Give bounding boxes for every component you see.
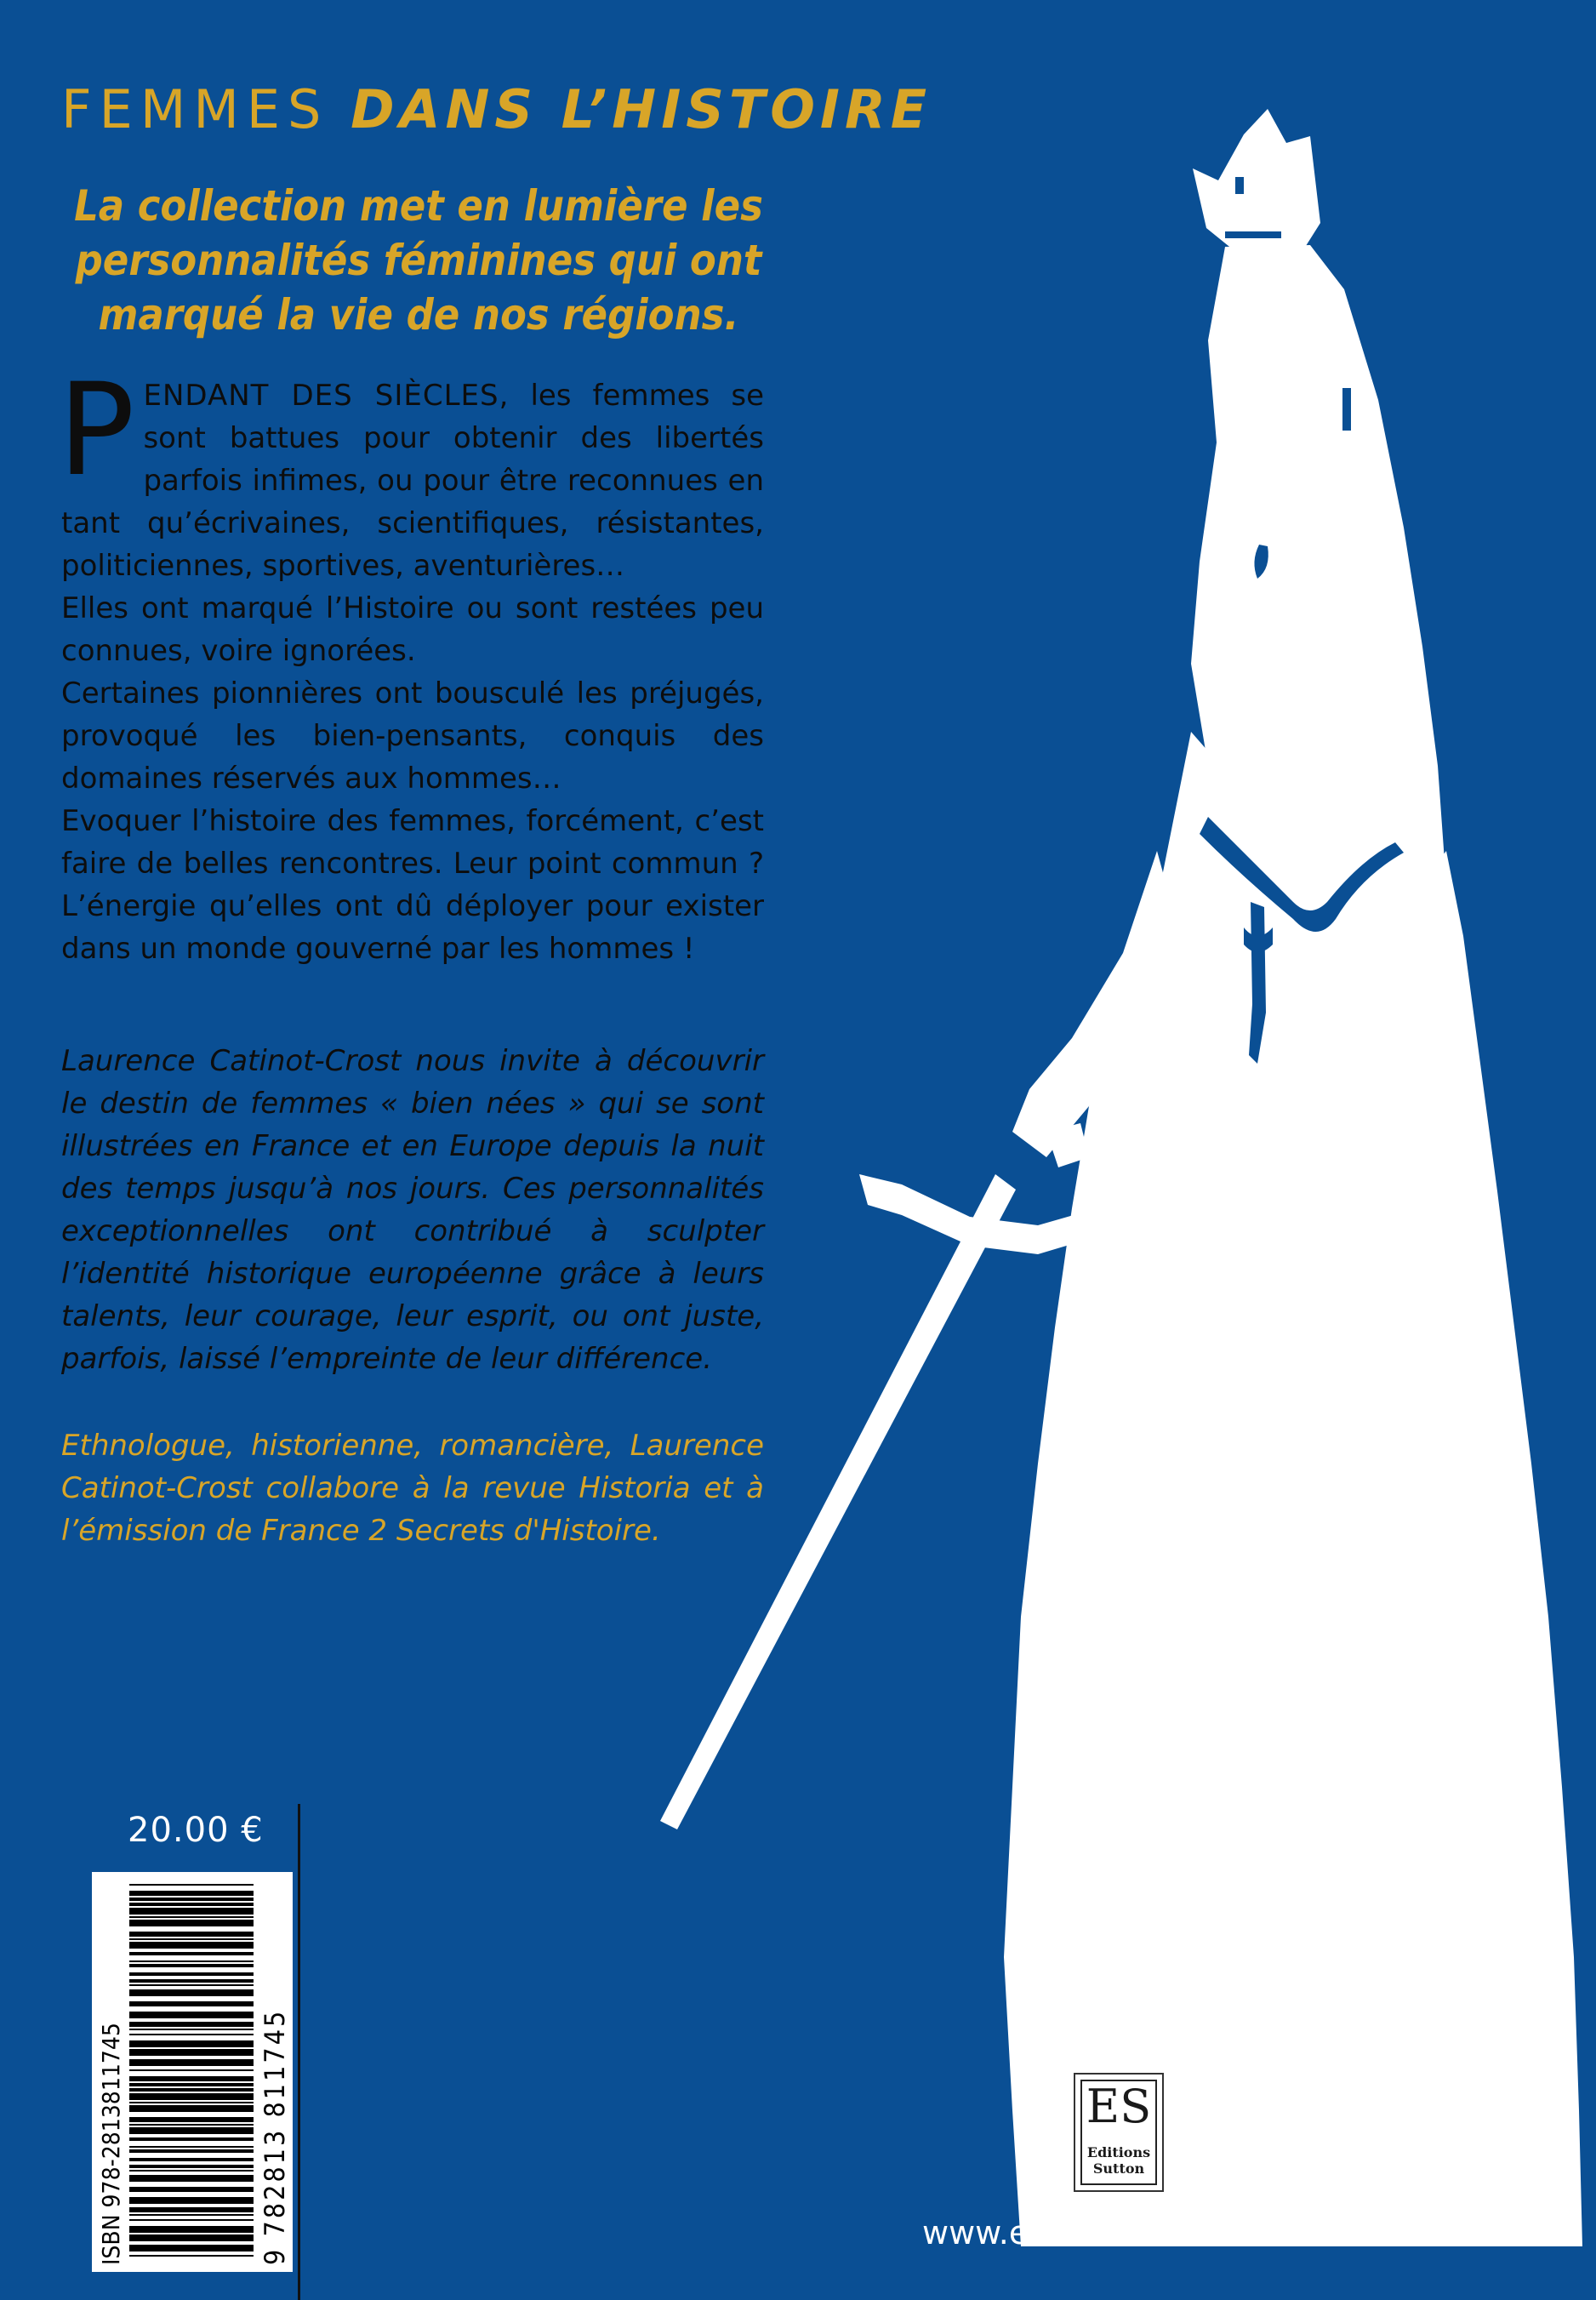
barcode-bar [129,1908,254,1915]
barcode-bar [129,1989,254,1996]
publisher-website: www.editions-sutton.com [922,2214,1331,2251]
barcode-bar [129,1884,254,1886]
logo-line-2: Sutton [1092,2160,1145,2177]
price-label: 20.00 € [128,1811,264,1850]
isbn-digits: 9 782813 811745 [259,2008,291,2265]
barcode-bar [129,2137,254,2141]
barcode-bar [129,2012,254,2018]
small-caps-lead: ENDANT DES SIÈCLES, [143,379,510,413]
barcode-bar [129,2117,254,2122]
paragraph-4: Evoquer l’histoire des femmes, forcément, c’est faire de belles rencontres. Leur point commun ? L’énergie qu’elles ont dû déployer pour exister dans un monde gouverné par les hommes ! [61,804,764,966]
barcode-bar [129,2124,254,2126]
barcode-bar [129,2049,254,2056]
divider-line [298,1804,300,2300]
logo-line-1: Editions [1086,2144,1151,2160]
barcode-bar [129,2165,254,2168]
barcode-bar [129,1898,254,1901]
barcode-bar [129,1960,254,1962]
barcode-bar [129,2255,254,2257]
series-title-light: FEMMES [61,78,329,140]
paragraph-2: Elles ont marqué l’Histoire ou sont restées peu connues, voire ignorées. [61,591,764,668]
barcode-bar [129,1984,254,1986]
barcode-bar [129,1916,254,1918]
barcode-bar [129,2149,254,2153]
barcode-bar [129,1932,254,1937]
barcode-bar [129,2214,254,2216]
barcode-bar [129,2102,254,2103]
barcode-bar [129,2234,254,2241]
barcode-bar [129,2076,254,2081]
barcode-bar [129,2245,254,2251]
barcode-bar [129,2022,254,2027]
barcode-bar [129,2088,254,2092]
barcode-bar [129,1938,254,1940]
drop-cap: P [58,357,135,505]
barcode [92,1872,293,2272]
paragraph-1-text: les femmes se sont battues pour obtenir des libertés parfois infimes, ou pour être reconnues en tant qu’écrivaines, scientifiques, résistantes, politiciennes, sportives, aventurières… [61,379,764,583]
barcode-bar [129,1891,254,1896]
author-bio: Ethnologue, historienne, romancière, Laurence Catinot-Crost collabore à la revue Historia et à l’émission de France 2 Secrets d'Histoire. [61,1429,764,1548]
barcode-bar [129,2146,254,2148]
paragraph-3: Certaines pionnières ont bousculé les préjugés, provoqué les bien-pensants, conquis des domaines réservés aux hommes… [61,676,764,796]
barcode-bar [129,2069,254,2071]
barcode-bar [129,2158,254,2161]
book-description: Laurence Catinot-Crost nous invite à découvrir le destin de femmes « bien nées » qui se sont illustrées en France et en Europe depuis la nuit des temps jusqu’à nos jours. Ces personnalités exceptionnelles ont contribué à sculpter l’identité historique européenne grâce à leurs talents, leur courage, leur esprit, ou ont juste, parfois, laissé l’empreinte de leur différence. [61,1044,764,1376]
barcode-bar [129,2093,254,2100]
barcode-bar [129,1920,254,1926]
barcode-bar [129,2001,254,2006]
barcode-bar [129,2226,254,2233]
series-title-bold: DANS L’HISTOIRE [351,78,932,140]
barcode-bar [129,1972,254,1976]
barcode-bar [129,2105,254,2112]
barcode-bar [129,2034,254,2035]
barcode-bar [129,1979,254,1983]
barcode-bar [129,2187,254,2192]
collection-tagline: La collection met en lumière les personnalités féminines qui ont marqué la vie de nos régions. [74,181,763,340]
barcode-bar [129,2127,254,2134]
logo-name [1075,2144,1162,2177]
barcode-bar [129,2029,254,2030]
barcode-bar [129,2083,254,2086]
barcode-bar [129,2197,254,2204]
logo-letters: ES [1086,2080,1152,2133]
barcode-bar [129,1942,254,1949]
barcode-bar [129,2175,254,2182]
isbn-text: ISBN 978-2813811745 [97,2023,125,2265]
barcode-bar [129,2219,254,2221]
barcode-bar [129,1903,254,1906]
barcode-bar [129,2040,254,2047]
barcode-bar [129,2207,254,2212]
barcode-bar [129,1964,254,1967]
barcode-bar [129,2170,254,2172]
barcode-bar [129,1952,254,1955]
publisher-logo [1074,2073,1164,2192]
barcode-bar [129,2059,254,2066]
